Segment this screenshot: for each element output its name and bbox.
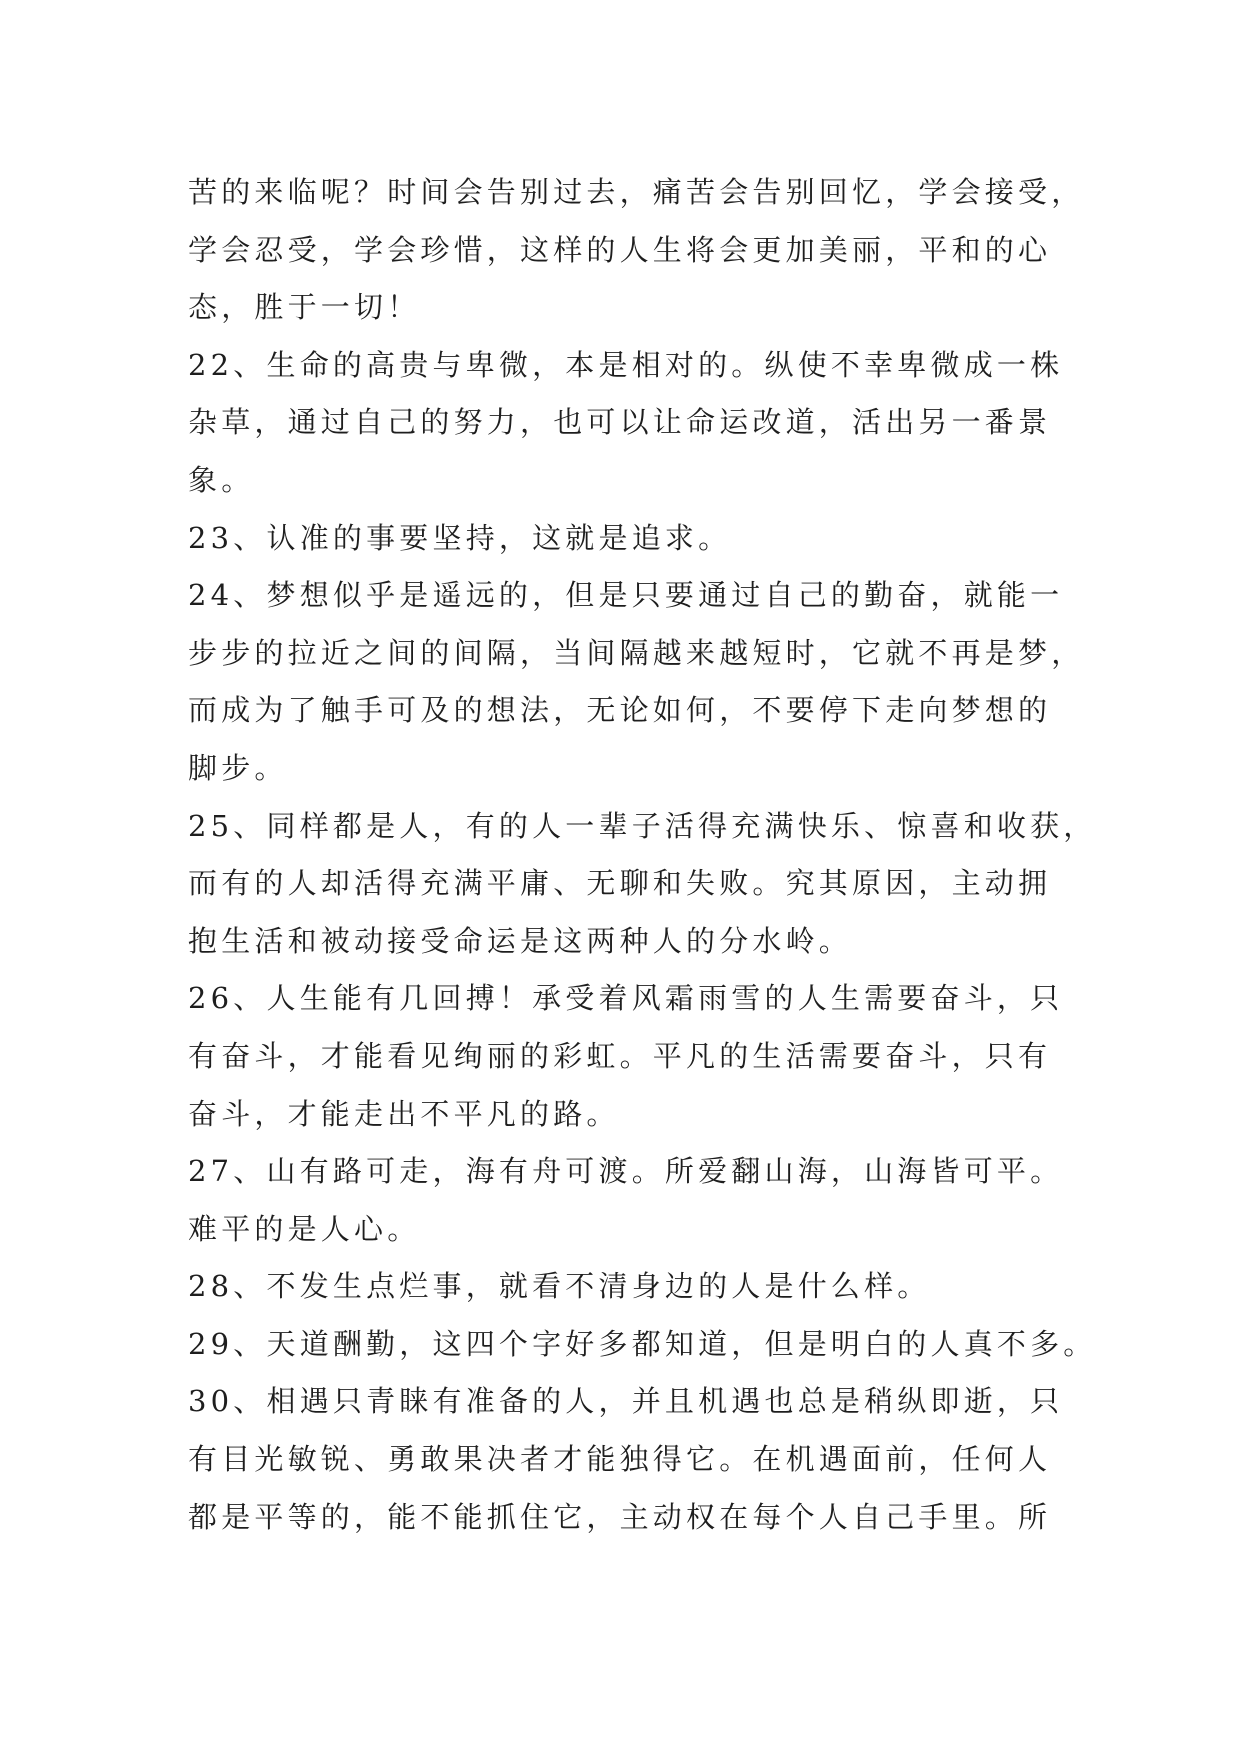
- text-line: 抱生活和被动接受命运是这两种人的分水岭。: [188, 923, 853, 958]
- text-line: 学会忍受，学会珍惜，这样的人生将会更加美丽，平和的心: [188, 232, 1052, 267]
- text-line: 有目光敏锐、勇敢果决者才能独得它。在机遇面前，任何人: [188, 1442, 1052, 1477]
- text-line: 23、认准的事要坚持，这就是追求。: [188, 520, 732, 555]
- text-line: 象。: [188, 462, 255, 497]
- text-line: 步步的拉近之间的间隔，当间隔越来越短时，它就不再是梦，: [188, 635, 1085, 670]
- text-line: 态，胜于一切！: [188, 290, 421, 325]
- text-line: 24、梦想似乎是遥远的，但是只要通过自己的勤奋，就能一: [188, 578, 1064, 613]
- text-line: 27、山有路可走，海有舟可渡。所爱翻山海，山海皆可平。: [188, 1154, 1064, 1189]
- text-line: 30、相遇只青睐有准备的人，并且机遇也总是稍纵即逝，只: [188, 1384, 1064, 1419]
- text-line: 而有的人却活得充满平庸、无聊和失败。究其原因，主动拥: [188, 866, 1052, 901]
- text-line: 脚步。: [188, 750, 288, 785]
- text-line: 苦的来临呢？时间会告别过去，痛苦会告别回忆，学会接受，: [188, 175, 1085, 209]
- body-text: [188, 164, 1097, 1546]
- text-line: 杂草，通过自己的努力，也可以让命运改道，活出另一番景: [188, 405, 1052, 440]
- text-line: 22、生命的高贵与卑微，本是相对的。纵使不幸卑微成一株: [188, 347, 1064, 382]
- text-line: 有奋斗，才能看见绚丽的彩虹。平凡的生活需要奋斗，只有: [188, 1038, 1052, 1073]
- text-line: 25、同样都是人，有的人一辈子活得充满快乐、惊喜和收获，: [188, 808, 1097, 843]
- text-line: 而成为了触手可及的想法，无论如何，不要停下走向梦想的: [188, 693, 1052, 728]
- text-line: 难平的是人心。: [188, 1211, 421, 1246]
- text-line: 都是平等的，能不能抓住它，主动权在每个人自己手里。所: [188, 1499, 1052, 1534]
- text-line: 奋斗，才能走出不平凡的路。: [188, 1096, 620, 1131]
- text-line: 26、人生能有几回搏！承受着风霜雨雪的人生需要奋斗，只: [188, 981, 1064, 1016]
- text-line: 29、天道酬勤，这四个字好多都知道，但是明白的人真不多。: [188, 1326, 1097, 1361]
- text-line: 28、不发生点烂事，就看不清身边的人是什么样。: [188, 1269, 931, 1304]
